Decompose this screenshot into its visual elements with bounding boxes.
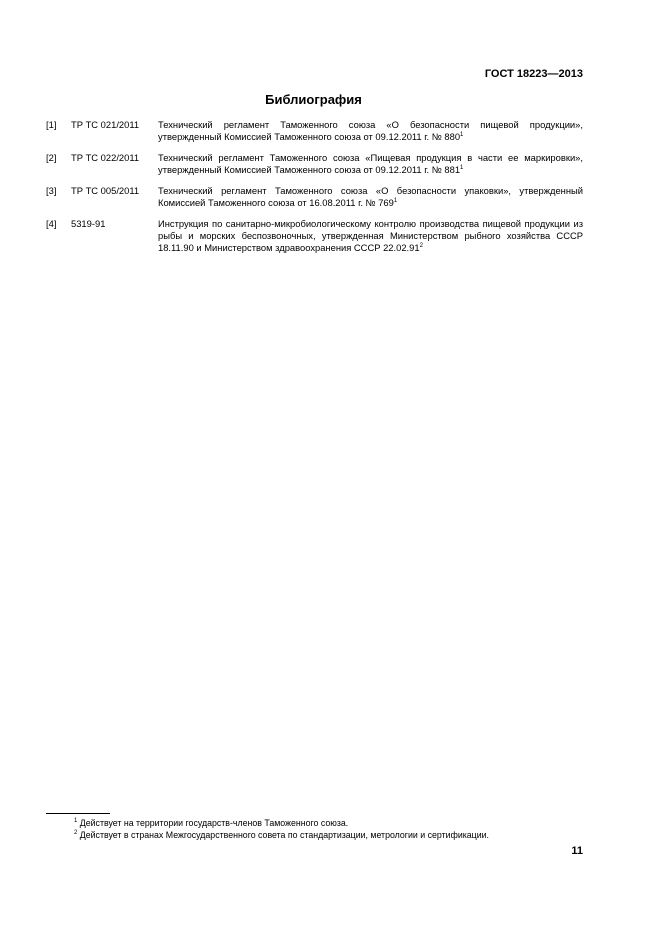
entry-code: 5319-91 bbox=[71, 218, 106, 229]
entry-code: ТР ТС 022/2011 bbox=[71, 152, 140, 163]
document-code: ГОСТ 18223—2013 bbox=[484, 68, 583, 80]
entry-number: [4] bbox=[46, 218, 57, 229]
page-title: Библиография bbox=[265, 92, 362, 107]
bibliography-entry bbox=[46, 152, 583, 176]
entry-text-body: Технический регламент Таможенного союза «Пищевая продукция в части ее маркировки», утвержденный Комиссией Таможенного союза от 09.12.2011 г. № 881 bbox=[158, 152, 583, 175]
page-number: 11 bbox=[571, 845, 583, 857]
bibliography-entry bbox=[46, 185, 583, 209]
footnote-mark: 2 bbox=[419, 243, 423, 249]
footnote-separator bbox=[46, 813, 110, 814]
entry-number: [2] bbox=[46, 152, 57, 163]
entry-text bbox=[158, 152, 583, 176]
footnote-mark: 2 bbox=[74, 830, 78, 836]
entry-text-body: Технический регламент Таможенного союза «О безопасности упаковки», утвержденный Комиссией Таможенного союза от 16.08.2011 г. № 769 bbox=[158, 185, 583, 208]
entry-text-body: Инструкция по санитарно-микробиологическому контролю производства пищевой продукции из рыбы и морских беспозвоночных, утвержденная Министерством рыбного хозяйства СССР 18.11.90 и Министерством здравоохранения СССР 22.02.91 bbox=[158, 218, 583, 253]
footnote-mark: 1 bbox=[460, 165, 464, 171]
footnote-mark: 1 bbox=[460, 132, 464, 138]
footnote bbox=[74, 817, 584, 829]
entry-text bbox=[158, 119, 583, 143]
footnote-mark: 1 bbox=[74, 818, 78, 824]
entry-text bbox=[158, 218, 583, 254]
entry-code: ТР ТС 005/2011 bbox=[71, 185, 140, 196]
footnote bbox=[74, 829, 584, 841]
entry-number: [3] bbox=[46, 185, 57, 196]
footnotes bbox=[74, 817, 584, 841]
entry-number: [1] bbox=[46, 119, 57, 130]
footnote-mark: 1 bbox=[393, 198, 398, 204]
footnote-text: Действует на территории государств-членов Таможенного союза. bbox=[79, 818, 349, 828]
footnote-text: Действует в странах Межгосударственного совета по стандартизации, метрологии и сертификации. bbox=[79, 830, 489, 840]
bibliography-list bbox=[46, 119, 583, 263]
bibliography-entry bbox=[46, 218, 583, 254]
entry-text bbox=[158, 185, 583, 209]
entry-code: ТР ТС 021/2011 bbox=[71, 119, 140, 130]
bibliography-entry bbox=[46, 119, 583, 143]
entry-text-body: Технический регламент Таможенного союза «О безопасности пищевой продукции», утвержденный Комиссией Таможенного союза от 09.12.2011 г. № 880 bbox=[158, 119, 583, 142]
